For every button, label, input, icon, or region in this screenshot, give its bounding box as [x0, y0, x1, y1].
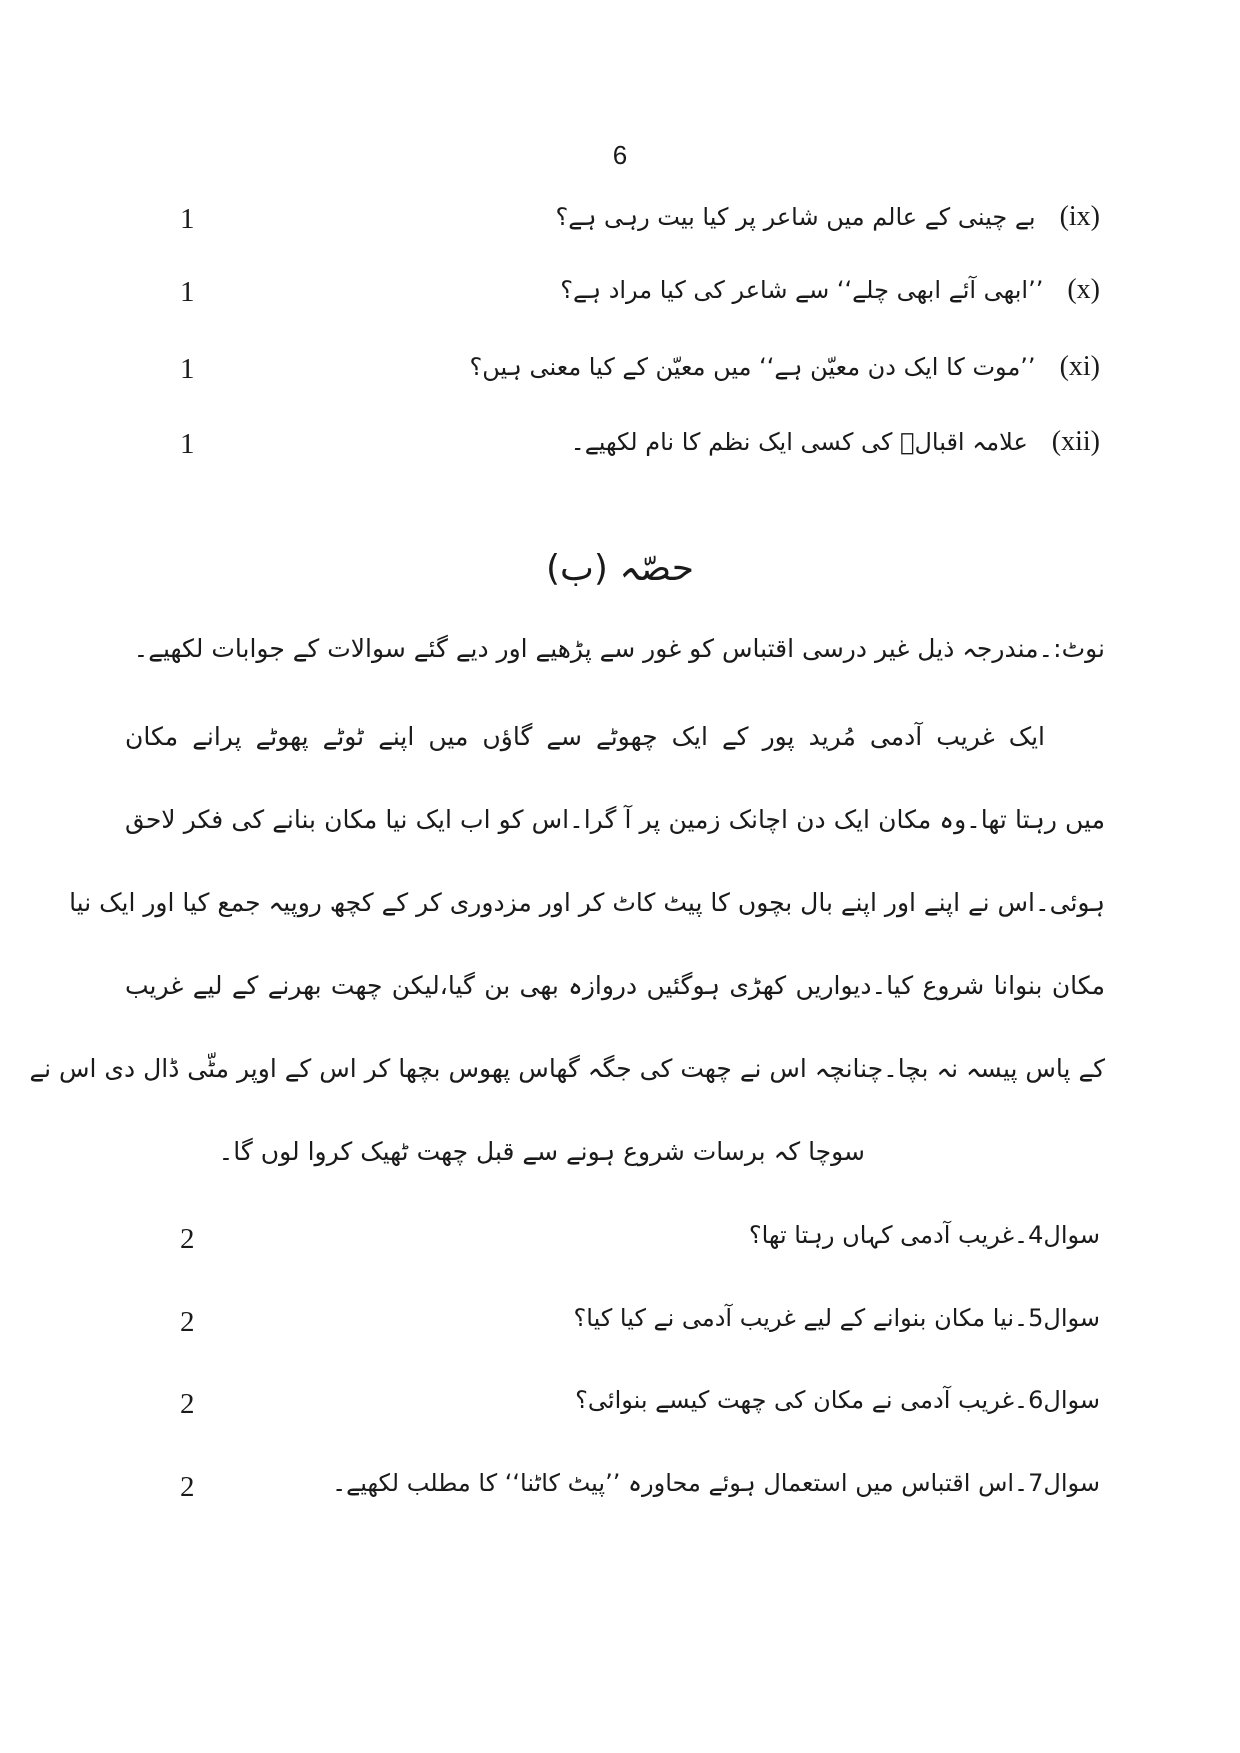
question-text — [571, 426, 1100, 458]
question-marks: 2 — [180, 1388, 195, 1420]
question-row — [180, 1380, 1100, 1440]
question-row — [180, 420, 1100, 480]
passage-line: مکان بنوانا شروع کیا۔دیواریں کھڑی ہوگئیں دروازہ بھی بن گیا،لیکن چھت بھرنے کے لیے غریب — [125, 971, 1105, 1000]
question-text — [556, 201, 1100, 233]
passage-line: ہوئی۔اس نے اپنے اور اپنے بال بچوں کا پیٹ کاٹ کر اور مزدوری کر کے کچھ روپیہ جمع کیا اور ایک نیا — [69, 888, 1105, 917]
question-marks: 2 — [180, 1306, 195, 1338]
question-marks: 1 — [180, 203, 195, 235]
question-marks: 1 — [180, 276, 195, 308]
page-number: 6 — [612, 140, 628, 170]
passage — [29, 715, 1105, 1213]
question-text — [470, 351, 1100, 383]
passage-line: کے پاس پیسہ نہ بچا۔چنانچہ اس نے چھت کی جگہ گھاس پھوس بچھا کر اس کے اوپر مٹّی ڈال دی اس نے — [29, 1054, 1105, 1083]
question-row — [180, 1215, 1100, 1275]
question-row — [180, 195, 1100, 255]
question-row — [180, 1463, 1100, 1523]
question-text: سوال5۔نیا مکان بنوانے کے لیے غریب آدمی نے کیا کیا؟ — [573, 1304, 1100, 1332]
section-heading: حصّہ (ب) — [546, 548, 694, 589]
question-row — [180, 345, 1100, 405]
passage-line: سوچا کہ برسات شروع ہونے سے قبل چھت ٹھیک کروا لوں گا۔ — [218, 1137, 865, 1166]
question-text: سوال4۔غریب آدمی کہاں رہتا تھا؟ — [748, 1221, 1100, 1249]
question-body: بے چینی کے عالم میں شاعر پر کیا بیت رہی ہے؟ — [555, 203, 1036, 231]
question-text: سوال7۔اس اقتباس میں استعمال ہوئے محاورہ ’’پیٹ کاٹنا‘‘ کا مطلب لکھیے۔ — [332, 1469, 1100, 1497]
question-text — [560, 274, 1100, 306]
question-number: (x) — [1067, 274, 1100, 305]
question-body: علامہ اقبالؔ کی کسی ایک نظم کا نام لکھیے۔ — [570, 428, 1028, 456]
question-marks: 1 — [180, 428, 195, 460]
passage-line: ایک غریب آدمی مُرید پور کے ایک چھوٹے سے گاؤں میں اپنے ٹوٹے پھوٹے پرانے مکان — [125, 722, 1045, 751]
instruction-note: نوٹ:۔مندرجہ ذیل غیر درسی اقتباس کو غور سے پڑھیے اور دیے گئے سوالات کے جوابات لکھیے۔ — [133, 634, 1105, 663]
question-row — [180, 268, 1100, 328]
question-body: ’’موت کا ایک دن معیّن ہے‘‘ میں معیّن کے کیا معنی ہیں؟ — [469, 353, 1036, 381]
question-number: (xii) — [1051, 426, 1100, 457]
question-text: سوال6۔غریب آدمی نے مکان کی چھت کیسے بنوائی؟ — [575, 1386, 1100, 1414]
question-number: (ix) — [1059, 201, 1100, 232]
question-row — [180, 1298, 1100, 1358]
question-marks: 2 — [180, 1223, 195, 1255]
passage-line: میں رہتا تھا۔وہ مکان ایک دن اچانک زمین پر آ گرا۔اس کو اب ایک نیا مکان بنانے کی فکر لاحق — [125, 805, 1105, 834]
question-number: (xi) — [1059, 351, 1100, 382]
question-marks: 2 — [180, 1471, 195, 1503]
question-marks: 1 — [180, 353, 195, 385]
question-body: ’’ابھی آئے ابھی چلے‘‘ سے شاعر کی کیا مراد ہے؟ — [560, 276, 1044, 304]
